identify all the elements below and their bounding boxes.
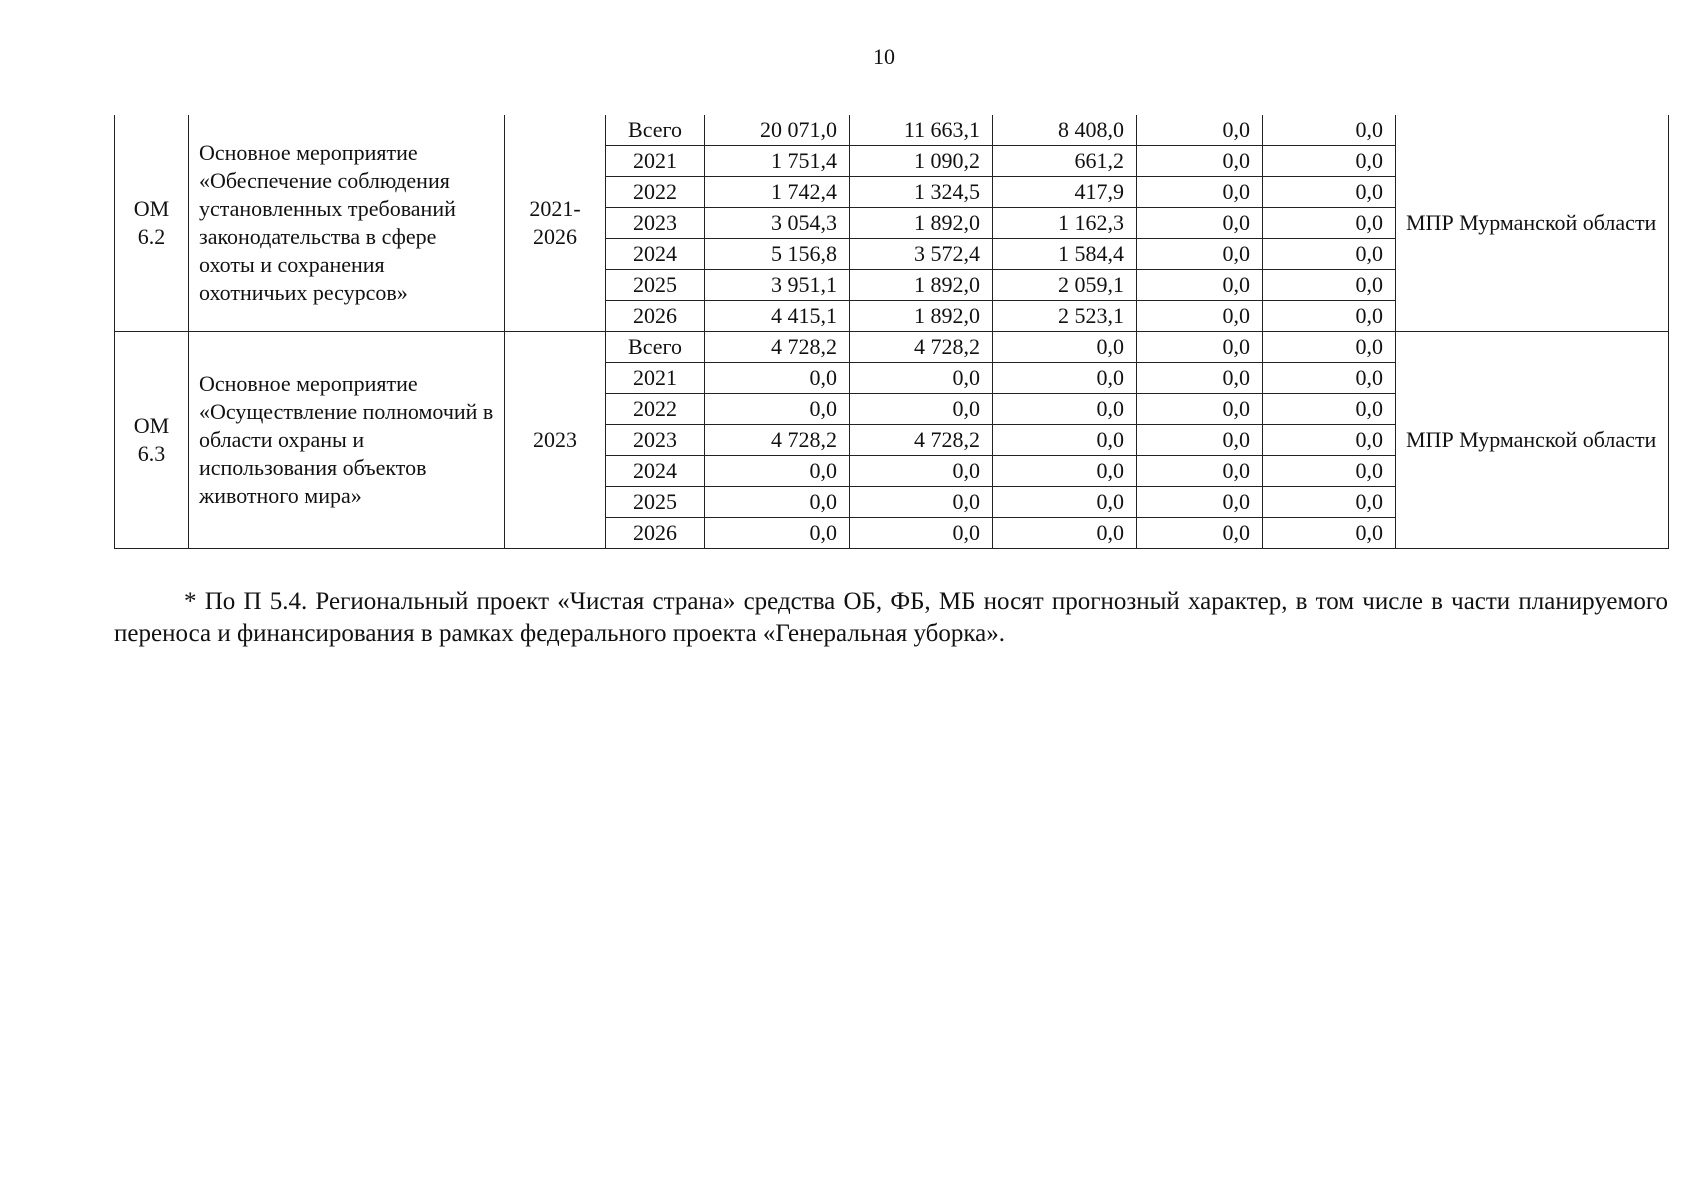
amount-cell-2: 0,0 bbox=[850, 518, 993, 549]
amount-cell-5: 0,0 bbox=[1263, 115, 1396, 146]
executor: МПР Мурманской области bbox=[1396, 332, 1669, 549]
amount-cell-3: 2 523,1 bbox=[993, 301, 1137, 332]
amount-cell-3: 8 408,0 bbox=[993, 115, 1137, 146]
measure-title: Основное мероприятие «Обеспечение соблюдения установленных требований законодательства в сфере охоты и сохранения охотничьих ресурсов» bbox=[189, 115, 505, 332]
page-number: 10 bbox=[873, 44, 895, 69]
amount-cell-4: 0,0 bbox=[1137, 208, 1263, 239]
year-cell: 2024 bbox=[606, 239, 705, 270]
amount-cell-5: 0,0 bbox=[1263, 239, 1396, 270]
amount-cell-1: 5 156,8 bbox=[705, 239, 850, 270]
amount-cell-4: 0,0 bbox=[1137, 487, 1263, 518]
year-cell: 2024 bbox=[606, 456, 705, 487]
amount-cell-5: 0,0 bbox=[1263, 208, 1396, 239]
amount-cell-5: 0,0 bbox=[1263, 456, 1396, 487]
amount-cell-3: 0,0 bbox=[993, 332, 1137, 363]
amount-cell-1: 0,0 bbox=[705, 363, 850, 394]
amount-cell-5: 0,0 bbox=[1263, 518, 1396, 549]
amount-cell-1: 3 054,3 bbox=[705, 208, 850, 239]
amount-cell-2: 4 728,2 bbox=[850, 425, 993, 456]
amount-cell-2: 11 663,1 bbox=[850, 115, 993, 146]
amount-cell-2: 1 324,5 bbox=[850, 177, 993, 208]
amount-cell-3: 417,9 bbox=[993, 177, 1137, 208]
amount-cell-3: 0,0 bbox=[993, 394, 1137, 425]
year-cell: 2022 bbox=[606, 177, 705, 208]
year-cell: 2025 bbox=[606, 487, 705, 518]
measure-period: 2023 bbox=[505, 332, 606, 549]
amount-cell-4: 0,0 bbox=[1137, 239, 1263, 270]
year-cell: 2021 bbox=[606, 146, 705, 177]
amount-cell-4: 0,0 bbox=[1137, 177, 1263, 208]
amount-cell-5: 0,0 bbox=[1263, 425, 1396, 456]
executor: МПР Мурманской области bbox=[1396, 115, 1669, 332]
amount-cell-4: 0,0 bbox=[1137, 270, 1263, 301]
amount-cell-3: 0,0 bbox=[993, 518, 1137, 549]
year-cell: 2023 bbox=[606, 208, 705, 239]
amount-cell-1: 20 071,0 bbox=[705, 115, 850, 146]
amount-cell-3: 0,0 bbox=[993, 487, 1137, 518]
amount-cell-3: 0,0 bbox=[993, 425, 1137, 456]
amount-cell-3: 661,2 bbox=[993, 146, 1137, 177]
measure-period: 2021-2026 bbox=[505, 115, 606, 332]
table-row bbox=[115, 332, 1669, 363]
amount-cell-4: 0,0 bbox=[1137, 332, 1263, 363]
amount-cell-1: 4 415,1 bbox=[705, 301, 850, 332]
amount-cell-4: 0,0 bbox=[1137, 363, 1263, 394]
amount-cell-2: 1 892,0 bbox=[850, 270, 993, 301]
amount-cell-4: 0,0 bbox=[1137, 115, 1263, 146]
year-cell: 2026 bbox=[606, 301, 705, 332]
measure-code: ОМ 6.3 bbox=[115, 332, 189, 549]
amount-cell-5: 0,0 bbox=[1263, 301, 1396, 332]
amount-cell-2: 0,0 bbox=[850, 363, 993, 394]
amount-cell-5: 0,0 bbox=[1263, 394, 1396, 425]
amount-cell-4: 0,0 bbox=[1137, 301, 1263, 332]
year-cell: Всего bbox=[606, 115, 705, 146]
amount-cell-1: 0,0 bbox=[705, 518, 850, 549]
amount-cell-5: 0,0 bbox=[1263, 332, 1396, 363]
amount-cell-3: 0,0 bbox=[993, 363, 1137, 394]
amount-cell-3: 1 584,4 bbox=[993, 239, 1137, 270]
table-row bbox=[115, 115, 1669, 146]
amount-cell-5: 0,0 bbox=[1263, 146, 1396, 177]
budget-table bbox=[114, 115, 1669, 549]
amount-cell-2: 0,0 bbox=[850, 456, 993, 487]
amount-cell-2: 0,0 bbox=[850, 394, 993, 425]
budget-table-body bbox=[115, 115, 1669, 549]
amount-cell-5: 0,0 bbox=[1263, 487, 1396, 518]
amount-cell-5: 0,0 bbox=[1263, 270, 1396, 301]
amount-cell-1: 4 728,2 bbox=[705, 425, 850, 456]
amount-cell-4: 0,0 bbox=[1137, 394, 1263, 425]
year-cell: 2025 bbox=[606, 270, 705, 301]
amount-cell-2: 1 892,0 bbox=[850, 208, 993, 239]
amount-cell-5: 0,0 bbox=[1263, 363, 1396, 394]
amount-cell-3: 1 162,3 bbox=[993, 208, 1137, 239]
year-cell: 2026 bbox=[606, 518, 705, 549]
amount-cell-4: 0,0 bbox=[1137, 518, 1263, 549]
amount-cell-1: 1 742,4 bbox=[705, 177, 850, 208]
amount-cell-2: 4 728,2 bbox=[850, 332, 993, 363]
amount-cell-1: 1 751,4 bbox=[705, 146, 850, 177]
amount-cell-1: 4 728,2 bbox=[705, 332, 850, 363]
amount-cell-1: 3 951,1 bbox=[705, 270, 850, 301]
measure-title: Основное мероприятие «Осуществление полномочий в области охраны и использования объектов животного мира» bbox=[189, 332, 505, 549]
footnote: * По П 5.4. Региональный проект «Чистая страна» средства ОБ, ФБ, МБ носят прогнозный характер, в том числе в части планируемого переноса и финансирования в рамках федерального проекта «Генеральная уборка». bbox=[114, 588, 1668, 647]
amount-cell-5: 0,0 bbox=[1263, 177, 1396, 208]
amount-cell-1: 0,0 bbox=[705, 487, 850, 518]
year-cell: 2022 bbox=[606, 394, 705, 425]
amount-cell-1: 0,0 bbox=[705, 456, 850, 487]
amount-cell-1: 0,0 bbox=[705, 394, 850, 425]
amount-cell-3: 0,0 bbox=[993, 456, 1137, 487]
amount-cell-4: 0,0 bbox=[1137, 425, 1263, 456]
amount-cell-2: 1 090,2 bbox=[850, 146, 993, 177]
amount-cell-2: 1 892,0 bbox=[850, 301, 993, 332]
amount-cell-2: 0,0 bbox=[850, 487, 993, 518]
amount-cell-4: 0,0 bbox=[1137, 146, 1263, 177]
measure-code: ОМ 6.2 bbox=[115, 115, 189, 332]
year-cell: 2023 bbox=[606, 425, 705, 456]
year-cell: 2021 bbox=[606, 363, 705, 394]
year-cell: Всего bbox=[606, 332, 705, 363]
amount-cell-4: 0,0 bbox=[1137, 456, 1263, 487]
amount-cell-3: 2 059,1 bbox=[993, 270, 1137, 301]
amount-cell-2: 3 572,4 bbox=[850, 239, 993, 270]
